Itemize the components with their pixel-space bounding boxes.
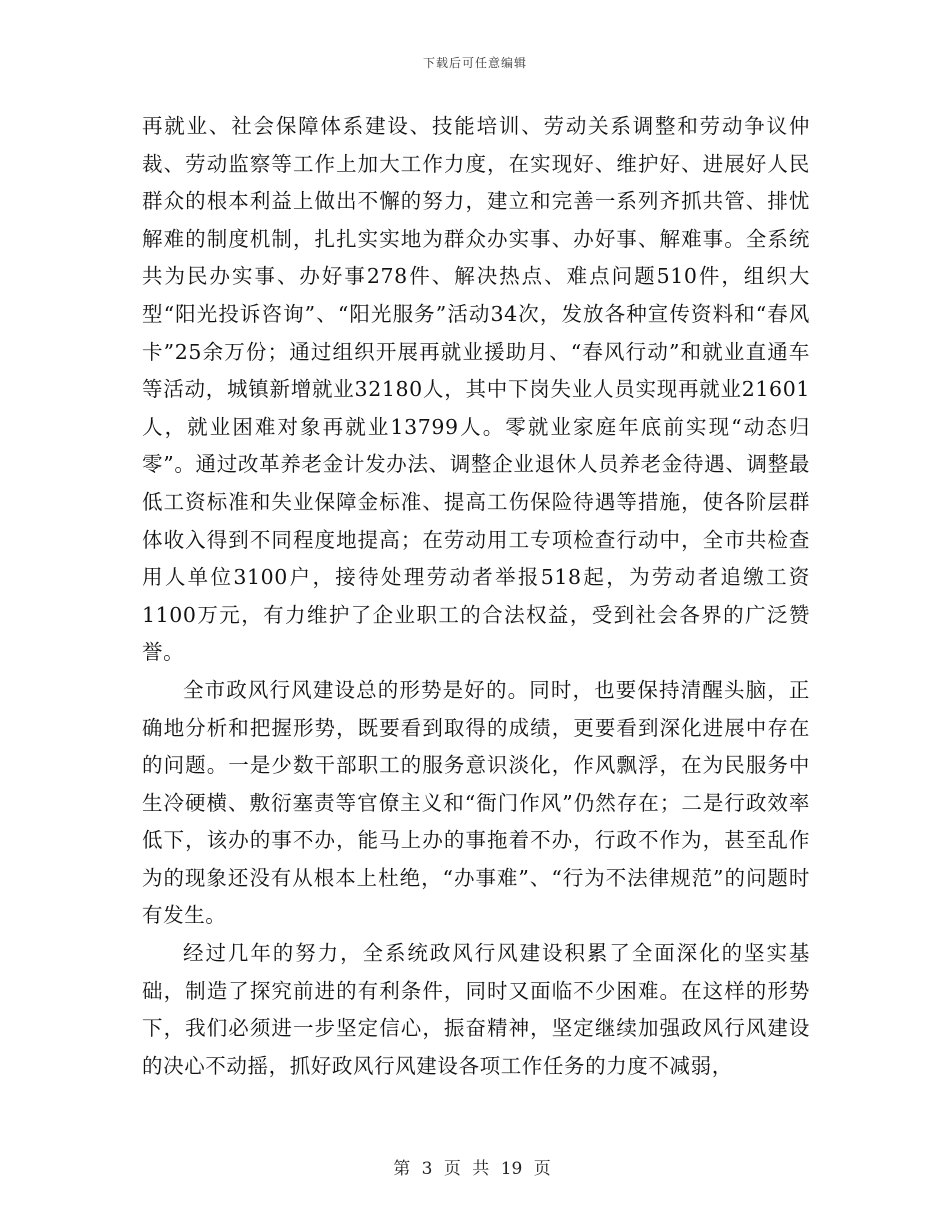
paragraph-2: 全市政风行风建设总的形势是好的。同时，也要保持清醒头脑，正确地分析和把握形势，既要看到取得的成绩，更要看到深化进展中存在的问题。一是少数干部职工的服务意识淡化，作风飘浮，在为民服务中生冷硬横、敷衍塞责等官僚主义和“衙门作风”仍然存在；二是行政效率低下，该办的事不办，能马上办的事拖着不办，行政不作为，甚至乱作为的现象还没有从根本上杜绝，“办事难”、“行为不法律规范”的问题时有发生。 xyxy=(142,677,810,928)
footer-total-pages: 19 xyxy=(500,1159,523,1179)
footer-page-word: 页 xyxy=(443,1159,461,1179)
footer-suffix: 页 xyxy=(533,1159,551,1179)
footer-total-word: 共 xyxy=(472,1159,490,1179)
paragraph-3: 经过几年的努力，全系统政风行风建设积累了全面深化的坚实基础，制造了探究前进的有利条件，同时又面临不少困难。在这样的形势下，我们必须进一步坚定信心，振奋精神，坚定继续加强政风行风建设的决心不动摇，抓好政风行风建设各项工作任务的力度不减弱， xyxy=(142,941,810,1078)
page-header: 下载后可任意编辑 xyxy=(422,56,527,70)
footer-current-page: 3 xyxy=(421,1159,433,1179)
footer-prefix: 第 xyxy=(393,1159,411,1179)
paragraph-1: 再就业、社会保障体系建设、技能培训、劳动关系调整和劳动争议仲裁、劳动监察等工作上加大工作力度，在实现好、维护好、进展好人民群众的根本利益上做出不懈的努力，建立和完善一系列齐抓共管、排忧解难的制度机制，扎扎实实地为群众办实事、办好事、解难事。全系统共为民办实事、办好事278件、解决热点、难点问题510件，组织大型“阳光投诉咨询”、“阳光服务”活动34次，发放各种宣传资料和“春风卡”25余万份；通过组织开展再就业援助月、“春风行动”和就业直通车等活动，城镇新增就业32180人，其中下岗失业人员实现再就业21601人，就业困难对象再就业13799人。零就业家庭年底前实现“动态归零”。通过改革养老金计发办法、调整企业退休人员养老金待遇、调整最低工资标准和失业保障金标准、提高工伤保险待遇等措施，使各阶层群体收入得到不同程度地提高；在劳动用工专项检查行动中，全市共检查用人单位3100户，接待处理劳动者举报518起，为劳动者追缴工资1100万元，有力维护了企业职工的合法权益，受到社会各界的广泛赞誉。 xyxy=(142,114,810,665)
document-body xyxy=(142,108,810,1085)
page-footer xyxy=(0,1154,950,1179)
